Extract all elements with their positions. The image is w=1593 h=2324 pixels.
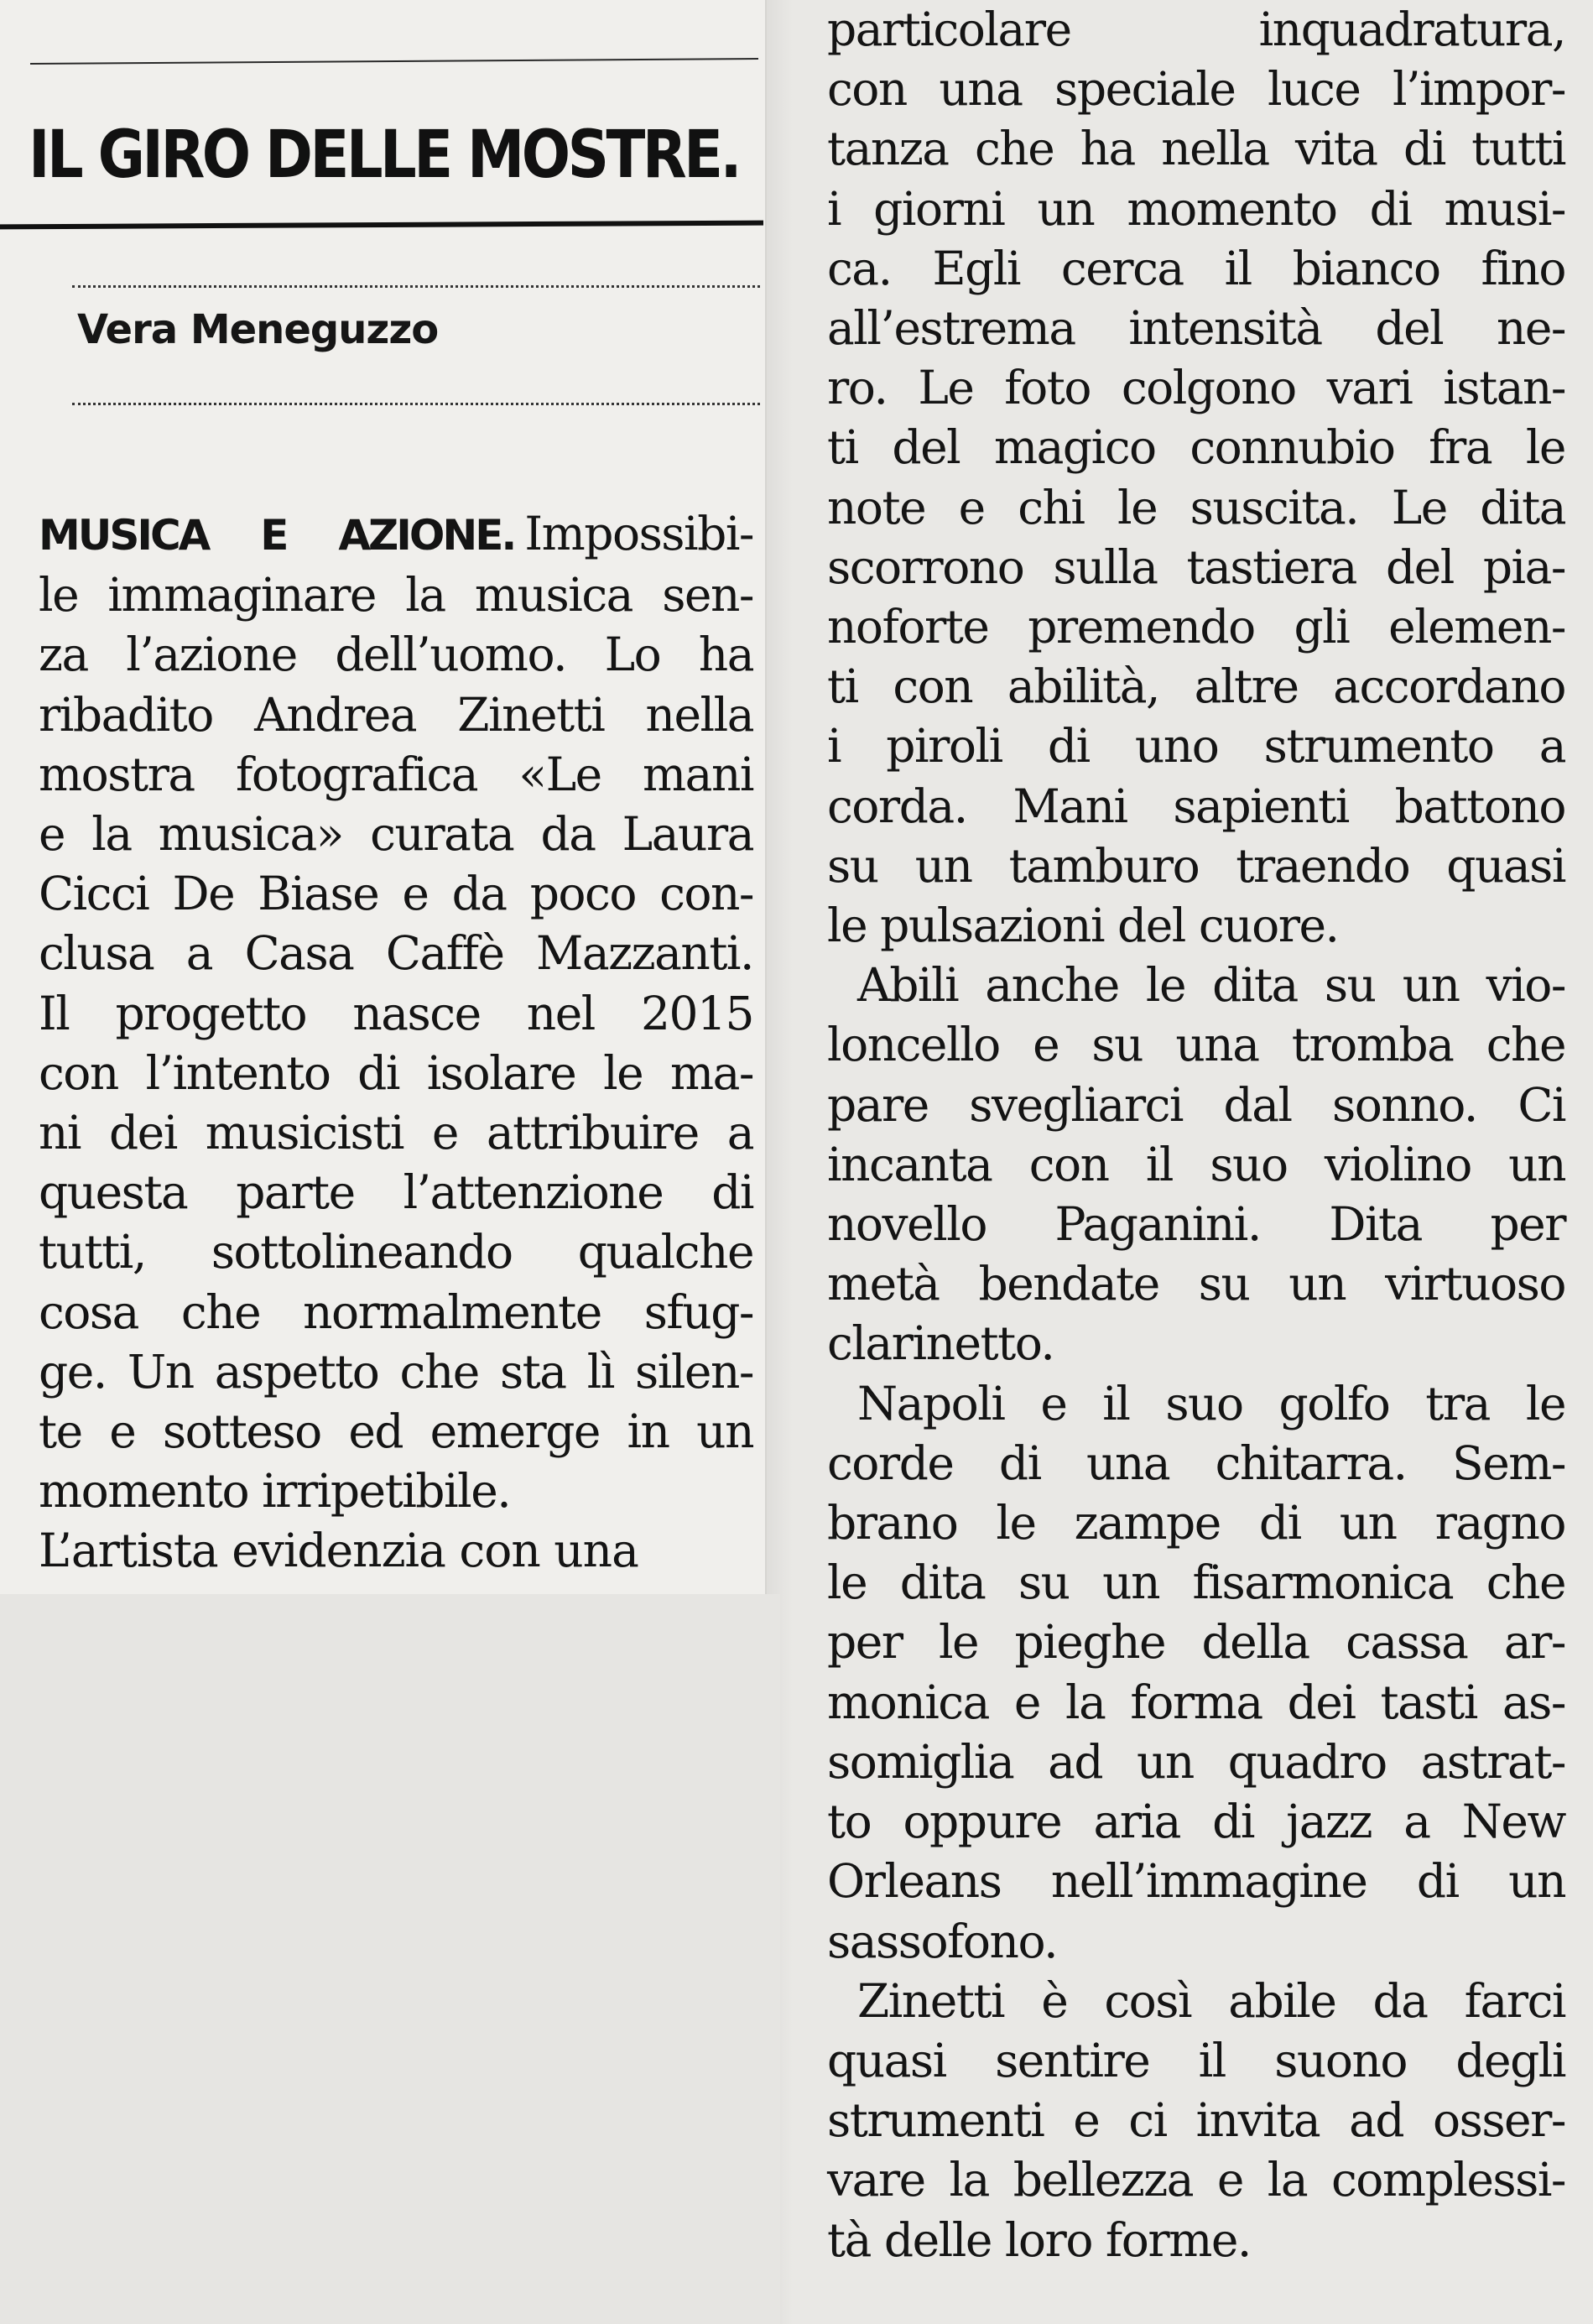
right-column-text — [827, 0, 1565, 2270]
text-line: metà bendate su un virtuoso — [827, 1257, 1565, 1311]
section-title: IL GIRO DELLE MOSTRE. — [29, 117, 740, 193]
text-line: Il progetto nasce nel 2015 — [39, 986, 753, 1040]
text-line: somiglia ad un quadro astrat- — [827, 1734, 1565, 1789]
text-line: noforte premendo gli elemen- — [827, 600, 1565, 654]
text-line: vare la bellezza e la complessi- — [827, 2153, 1565, 2207]
text-line: clusa a Casa Caffè Mazzanti. — [39, 926, 753, 981]
text-line: con una speciale luce l’impor- — [827, 62, 1565, 117]
text-line: particolare inquadratura, — [827, 3, 1565, 56]
text-line: strumenti e ci invita ad osser- — [827, 2093, 1565, 2148]
text-line: brano le zampe di un ragno — [827, 1496, 1565, 1550]
text-line: con l’intento di isolare le ma- — [39, 1045, 753, 1100]
text-line: Napoli e il suo golfo tra le — [857, 1376, 1565, 1430]
text-line: scorrono sulla tastiera del pia- — [827, 539, 1565, 594]
text-line: incanta con il suo violino un — [827, 1137, 1565, 1191]
text-line: ro. Le foto colgono vari istan- — [827, 361, 1565, 415]
text-line — [39, 504, 753, 565]
paragraph — [827, 1374, 1565, 1972]
text-line: le dita su un fisarmonica che — [827, 1555, 1565, 1610]
text-line: per le pieghe della cassa ar- — [827, 1615, 1565, 1670]
text-line: ca. Egli cerca il bianco fino — [827, 241, 1565, 295]
text-line: all’estrema intensità del ne- — [827, 301, 1565, 356]
byline-rule-top — [72, 285, 760, 288]
text-line: le pulsazioni del cuore. — [827, 899, 1339, 953]
text-line: ti con abilità, altre accordano — [827, 659, 1565, 714]
text-line: ge. Un aspetto che sta lì silen- — [39, 1344, 753, 1399]
text-line: ribadito Andrea Zinetti nella — [39, 687, 753, 742]
byline: Vera Meneguzzo — [77, 306, 439, 353]
text-line: Orleans nell’immagine di un — [827, 1854, 1565, 1909]
paragraph — [827, 1972, 1565, 2270]
text-line: cosa che normalmente sfug- — [39, 1284, 753, 1339]
blank-paper-area — [0, 1594, 780, 2324]
text-line: Zinetti è così abile da farci — [857, 1973, 1565, 2028]
text-line: tà delle loro forme. — [827, 2212, 1251, 2267]
text-line: ni dei musicisti e attribuire a — [39, 1106, 753, 1160]
text-line: za l’azione dell’uomo. Lo ha — [39, 628, 753, 682]
text-line: quasi sentire il suono degli — [827, 2033, 1565, 2087]
paragraph — [827, 0, 1565, 956]
kicker: MUSICA E AZIONE. — [39, 511, 515, 560]
text-line: Abili anche le dita su un vio- — [857, 958, 1565, 1013]
text-line: to oppure aria di jazz a New — [827, 1795, 1565, 1849]
text-line: te e sotteso ed emerge in un — [39, 1404, 753, 1459]
text-line: momento irripetibile. — [39, 1464, 511, 1519]
text-line: sassofono. — [827, 1914, 1058, 1968]
byline-rule-bottom — [72, 403, 760, 405]
text-line: le immaginare la musica sen- — [39, 568, 753, 623]
text-line: loncello e su una tromba che — [827, 1018, 1565, 1072]
text-line: novello Paganini. Dita per — [827, 1197, 1565, 1252]
text-line: note e chi le suscita. Le dita — [827, 480, 1565, 534]
left-column-text — [39, 504, 753, 1581]
text-line: pare svegliarci dal sonno. Ci — [827, 1077, 1565, 1132]
text-line: i giorni un momento di musi- — [827, 181, 1565, 236]
text-line: su un tamburo traendo quasi — [827, 838, 1565, 893]
text-line: questa parte l’attenzione di — [39, 1165, 753, 1220]
text-line: corda. Mani sapienti battono — [827, 779, 1565, 833]
text-line: e la musica» curata da Laura — [39, 807, 753, 862]
text-fragment: Impossibi- — [524, 507, 753, 560]
text-line: corde di una chitarra. Sem- — [827, 1436, 1565, 1490]
text-line: L’artista evidenzia con una — [39, 1524, 638, 1578]
paragraph — [827, 956, 1565, 1373]
text-line: clarinetto. — [827, 1316, 1054, 1371]
text-line: i piroli di uno strumento a — [827, 719, 1565, 774]
text-line: mostra fotografica «Le mani — [39, 747, 753, 801]
text-line: tutti, sottolineando qualche — [39, 1225, 753, 1279]
text-line: Cicci De Biase e da poco con- — [39, 867, 753, 921]
text-line: tanza che ha nella vita di tutti — [827, 122, 1565, 176]
text-line: monica e la forma dei tasti as- — [827, 1675, 1565, 1729]
text-line: ti del magico connubio fra le — [827, 420, 1565, 475]
